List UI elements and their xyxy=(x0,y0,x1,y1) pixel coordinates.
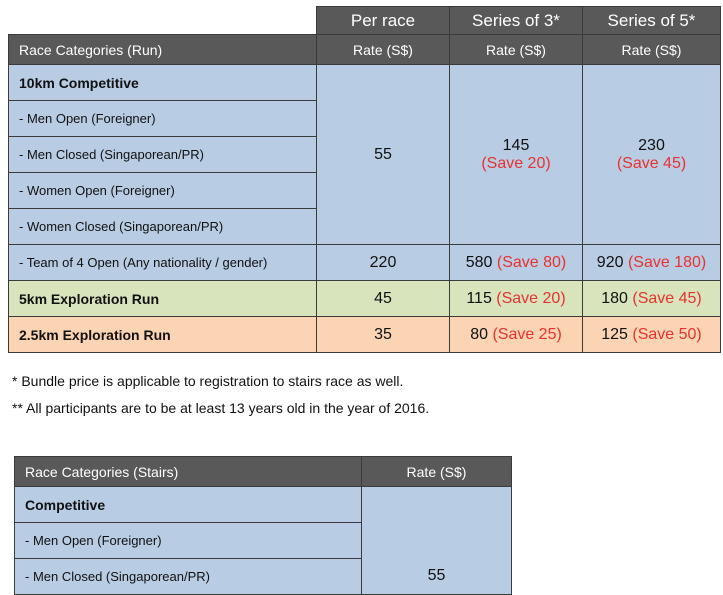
run-category-header: Race Categories (Run) xyxy=(9,35,317,65)
2-5km-series-5-rate xyxy=(583,317,721,353)
blank-corner-cell xyxy=(9,7,317,35)
team-per-race-rate: 220 xyxy=(317,245,450,281)
5km-series-5-save: (Save 45) xyxy=(632,289,702,307)
team-of-4-row: - Team of 4 Open (Any nationality / gender) xyxy=(9,245,317,281)
5km-series-3-rate xyxy=(450,281,583,317)
2-5km-series-3-rate xyxy=(450,317,583,353)
2-5km-per-race-rate: 35 xyxy=(317,317,450,353)
2-5km-exploration-row: 2.5km Exploration Run xyxy=(9,317,317,353)
run-rates-table xyxy=(8,6,721,353)
per-race-rate-header: Rate (S$) xyxy=(317,35,450,65)
men-open-row: - Men Open (Foreigner) xyxy=(9,101,317,137)
10km-series-5-rate xyxy=(583,65,721,245)
bundle-price-note: * Bundle price is applicable to registration to stairs race as well. xyxy=(12,373,404,389)
team-series-3-price: 580 xyxy=(465,253,497,271)
5km-exploration-row: 5km Exploration Run xyxy=(9,281,317,317)
stairs-rate-header: Rate (S$) xyxy=(362,457,512,487)
5km-series-3-save: (Save 20) xyxy=(496,289,566,307)
team-series-5-save: (Save 180) xyxy=(627,253,707,271)
5km-series-3-price: 115 xyxy=(466,289,497,307)
5km-per-race-rate: 45 xyxy=(317,281,450,317)
2-5km-series-3-price: 80 xyxy=(470,325,493,343)
team-series-3-save: (Save 80) xyxy=(496,253,567,271)
stairs-men-open-row: - Men Open (Foreigner) xyxy=(15,523,362,559)
2-5km-series-3-save: (Save 25) xyxy=(492,325,562,343)
stairs-competitive-title: Competitive xyxy=(15,487,362,523)
10km-series-5-save: (Save 45) xyxy=(616,154,687,172)
10km-series-3-rate xyxy=(450,65,583,245)
series-3-rate-header: Rate (S$) xyxy=(450,35,583,65)
10km-series-3-price: 145 xyxy=(502,136,530,154)
team-series-5-rate xyxy=(583,245,721,281)
series-5-rate-header: Rate (S$) xyxy=(583,35,721,65)
10km-competitive-title: 10km Competitive xyxy=(9,65,317,101)
stairs-rate-value: 55 xyxy=(362,487,512,595)
10km-series-5-price: 230 xyxy=(638,136,665,154)
5km-series-5-rate xyxy=(583,281,721,317)
series-3-header: Series of 3* xyxy=(450,7,583,35)
stairs-rates-table xyxy=(14,456,512,595)
men-closed-row: - Men Closed (Singaporean/PR) xyxy=(9,137,317,173)
2-5km-series-5-price: 125 xyxy=(601,325,633,343)
stairs-category-header: Race Categories (Stairs) xyxy=(15,457,362,487)
10km-series-3-save: (Save 20) xyxy=(481,154,551,172)
women-closed-row: - Women Closed (Singaporean/PR) xyxy=(9,209,317,245)
age-requirement-note: ** All participants are to be at least 13 years old in the year of 2016. xyxy=(12,400,430,416)
10km-per-race-rate: 55 xyxy=(317,65,450,245)
team-series-5-price: 920 xyxy=(596,253,628,271)
team-series-3-rate xyxy=(450,245,583,281)
stairs-men-closed-row: - Men Closed (Singaporean/PR) xyxy=(15,559,362,595)
5km-series-5-price: 180 xyxy=(601,289,633,307)
series-5-header: Series of 5* xyxy=(583,7,721,35)
women-open-row: - Women Open (Foreigner) xyxy=(9,173,317,209)
per-race-header: Per race xyxy=(317,7,450,35)
2-5km-series-5-save: (Save 50) xyxy=(632,325,702,343)
